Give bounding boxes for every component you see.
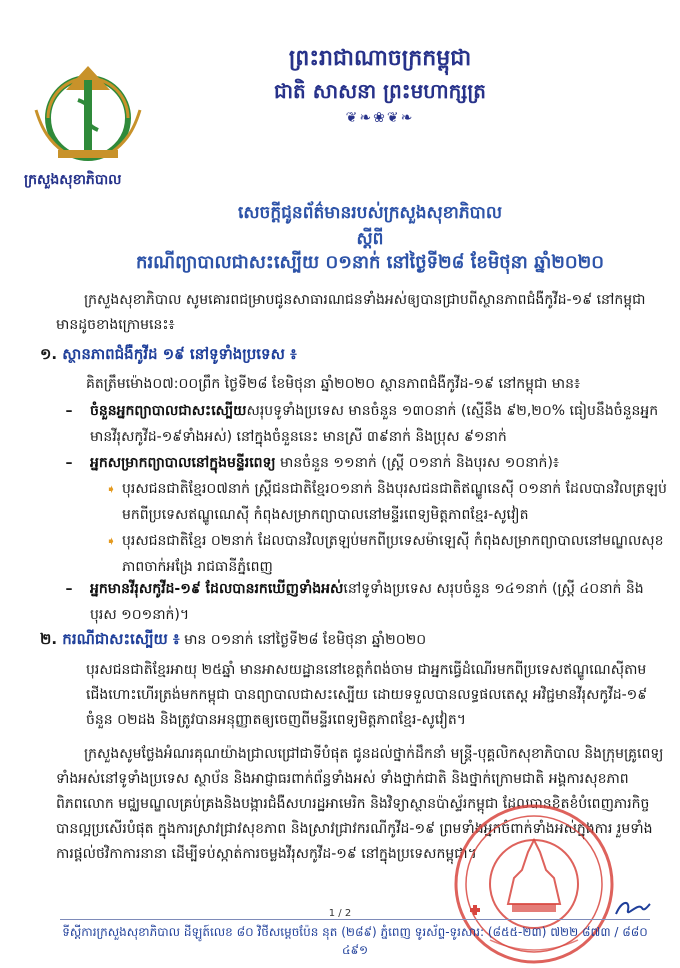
section-1-heading xyxy=(40,345,297,367)
bullet-recovered-bold: ចំនួនអ្នកព្យាបាលជាសះស្បើយ xyxy=(90,403,247,419)
sub-bullet-1 xyxy=(0,476,680,530)
sub-bullet-1-text: បុរសជនជាតិខ្មែរ០៧នាក់ ស្ត្រីជនជាតិខ្មែរ០១នាក់ និងបុរសជនជាតិឥណ្ឌូនេស៊ី ០១នាក់ ដែលបានវិលត្រឡប់មកពីប្រទេសឥណ្ឌូណេស៊ី កំពុងសម្រាកព្យាបាលនៅមន្ទីរពេទ្យមិត្តភាពខ្មែរ-សូវៀត xyxy=(122,481,667,523)
section-2-number: ២. xyxy=(40,630,58,648)
footer-divider xyxy=(60,919,650,920)
kingdom-line-2: ជាតិ សាសនា ព្រះមហាក្សត្រ xyxy=(274,79,486,103)
logo-caption: ក្រសួងសុខាភិបាល xyxy=(24,172,122,188)
dash-marker: – xyxy=(65,581,73,597)
ministry-logo xyxy=(18,60,158,170)
closing-text: ក្រសួងសូមថ្លែងអំណរគុណយ៉ាងជ្រាលជ្រៅជាទីបំផុត ជូនដល់ថ្នាក់ដឹកនាំ មន្ត្រី-បុគ្គលិកសុខាភិបាល និងក្រុមគ្រូពេទ្យទាំងអស់នៅទូទាំងប្រទេស ស្ថាប័ន និងអាជ្ញាធរពាក់ព័ន្ធទាំងអស់ ទាំងថ្នាក់ជាតិ និងថ្នាក់ក្រោមជាតិ អង្គការសុខភាពពិភពលោក មជ្ឈមណ្ឌលគ្រប់គ្រងនិងបង្ការជំងឺសហរដ្ឋអាមេរិក និងវិទ្យាស្ថានប៉ាស្ទ័រកម្ពុជា ដែលបានខិតខំបំពេញភារកិច្ចបានល្អប្រសើរបំផុត ក្នុងការស្រាវជ្រាវសុខភាព និងស្រាវជ្រាវករណីកូវីដ-១៩ ព្រមទាំងអ្នកចំពាក់ទាំងអស់ក្នុងការ រួមទាំងការផ្តល់ថវិកាការនានា ដើម្បីទប់ស្កាត់ការចម្លងវីរុសកូវីដ-១៩ នៅក្នុងប្រទេសកម្ពុជា។ xyxy=(56,746,664,862)
section-1-title: ស្ថានភាពជំងឺកូវីដ ១៩ នៅទូទាំងប្រទេស ៖ xyxy=(62,345,297,363)
arrow-bullet-icon: ➧ xyxy=(106,534,117,548)
arrow-bullet-icon: ➧ xyxy=(106,482,117,496)
bullet-hospitalized-rest: មានចំនួន ១១នាក់ (ស្ត្រី ០១នាក់ និងបុរស ១០នាក់)៖ xyxy=(275,455,560,471)
section-1-number: ១. xyxy=(40,345,58,363)
footer-address: ទីស្តីការក្រសួងសុខាភិបាល ដីឡូត៍លេខ ៨០ វិថីសម្ដេចប៉ែន នុត (២៨៩) ភ្នំពេញ ទូរស័ព្ទ-ទូរសារ: (៨៥៥-២៣) ៧២២ ៨៧៣ / ៨៨០ ៤៩១ xyxy=(62,925,648,957)
bullet-total-cases-text xyxy=(90,576,670,628)
bullet-hospitalized-text xyxy=(90,450,670,476)
section-2-title-rest: មាន ០១នាក់ នៅថ្ងៃទី២៨ ខែមិថុនា ឆ្នាំ២០២០ xyxy=(179,632,427,648)
bullet-total-cases xyxy=(0,576,680,630)
section-2-heading xyxy=(40,630,660,652)
sub-bullet-2 xyxy=(0,528,680,582)
title-line-3: ករណីព្យាបាលជាសះស្បើយ ០១នាក់ នៅថ្ងៃទី២៨ ខែមិថុនា ឆ្នាំ២០២០ xyxy=(136,252,604,273)
page-number: 1 / 2 xyxy=(328,908,352,919)
section-1-as-of: គិតត្រឹមម៉ោង០៧:០០ព្រឹក ថ្ងៃទី២៨ ខែមិថុនា ឆ្នាំ២០២០ ស្ថានភាពជំងឺកូវីដ-១៩ នៅកម្ពុជា មាន៖ xyxy=(86,376,581,392)
bullet-hospitalized-bold: អ្នកសម្រាកព្យាបាលនៅក្នុងមន្ទីរពេទ្យ xyxy=(90,455,276,471)
section-2-body: បុរសជនជាតិខ្មែរអាយុ ២៥ឆ្នាំ មានអាសយដ្ឋាននៅខេត្តកំពង់ចាម ជាអ្នកធ្វើដំណើរមកពីប្រទេសឥណ្ឌូណេស៊ីតាមជើងហោះហើរត្រង់មកកម្ពុជា បានព្យាបាលជាសះស្បើយ ដោយទទួលបានលទ្ធផលតេស្ត អវិជ្ជមានវីរុសកូវីដ-១៩ ចំនួន ០២ដង និងត្រូវបានអនុញ្ញាតឲ្យចេញពីមន្ទីរពេទ្យមិត្តភាពខ្មែរ-សូវៀត។ xyxy=(86,662,648,728)
bullet-recovered-text xyxy=(90,398,670,450)
bullet-total-cases-bold: អ្នកមានវីរុសកូវីដ-១៩ ដែលបានរកឃើញទាំងអស់ xyxy=(90,581,344,597)
bullet-total-cases-rest: នៅទូទាំងប្រទេស សរុបចំនួន ១៤១នាក់ (ស្ត្រី ៤០នាក់ និងបុរស ១០១នាក់)។ xyxy=(90,581,644,623)
section-2-title: ករណីជាសះស្បើយ ៖ xyxy=(62,630,180,648)
sub-bullet-2-text: បុរសជនជាតិខ្មែរ ០២នាក់ ដែលបានវិលត្រឡប់មកពីប្រទេសម៉ាឡេស៊ី កំពុងសម្រាកព្យាបាលនៅមណ្ឌលសុខភាពចាក់អង្រែ រាជធានីភ្នំពេញ xyxy=(122,533,664,575)
bullet-hospitalized xyxy=(0,450,680,478)
title-line-2: ស្តីពី xyxy=(356,229,384,249)
kingdom-line-1: ព្រះរាជាណាចក្រកម្ពុជា xyxy=(288,46,472,71)
dash-marker: – xyxy=(65,455,73,471)
bullet-recovered xyxy=(0,398,680,452)
intro-text: ក្រសួងសុខាភិបាល សូមគោរពជម្រាបជូនសាធារណជនទាំងអស់ឲ្យបានជ្រាបពីស្ថានភាពជំងឺកូវីដ-១៩ នៅកម្ពុជា មានដូចខាងក្រោមនេះ៖ xyxy=(56,292,646,333)
title-line-1: សេចក្តីជូនព័ត៌មានរបស់ក្រសួងសុខាភិបាល xyxy=(237,203,503,223)
intro-paragraph xyxy=(56,288,668,338)
header-ornament: ❦❧❀❦❧ xyxy=(345,110,415,126)
bullet-recovered-rest: សរុបទូទាំងប្រទេស មានចំនួន ១៣០នាក់ (ស្មើនឹង ៩២,២០% ធៀបនឹងចំនួនអ្នកមានវីរុសកូវីដ-១៩ទាំងអស់) នៅក្នុងចំនួននេះ មានស្រី ៣៩នាក់ និងប្រុស ៩១នាក់ xyxy=(90,403,659,445)
dash-marker: – xyxy=(65,403,73,419)
